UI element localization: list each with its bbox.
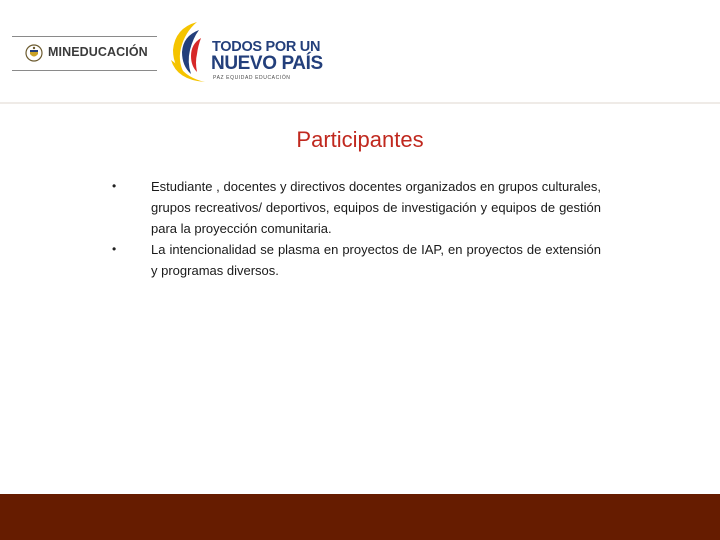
slide-title: Participantes [296,127,424,152]
ministry-name: MINEDUCACIÓN [48,45,148,59]
bullet-list [0,176,720,281]
colombia-crest-icon [25,44,43,62]
header-divider [0,102,720,104]
logo-divider-top [12,36,157,37]
gov-slogan-line2: NUEVO PAÍS [211,53,323,74]
todos-por-un-nuevo-pais-logo [167,20,323,86]
bullet-icon: • [112,179,117,193]
bullet-text: Estudiante , docentes y directivos docentes organizados en grupos culturales, grupos recreativos/ deportivos, equipos de investigación y equipos de gestión para la proyección comunitaria. [151,179,601,236]
list-item [0,176,720,239]
footer-bar [0,494,720,540]
logo-divider-bottom [12,70,157,71]
gov-slogan-line3: PAZ EQUIDAD EDUCACIÓN [213,75,291,81]
gov-slogan-line1: TODOS POR UN [212,39,321,55]
bullet-icon: • [112,242,117,256]
mineducacion-logo [12,36,157,72]
bullet-text: La intencionalidad se plasma en proyectos de IAP, en proyectos de extensión y programas diversos. [151,242,601,278]
flag-swoosh-icon [167,20,211,84]
list-item [0,239,720,281]
slide-header [0,0,720,104]
